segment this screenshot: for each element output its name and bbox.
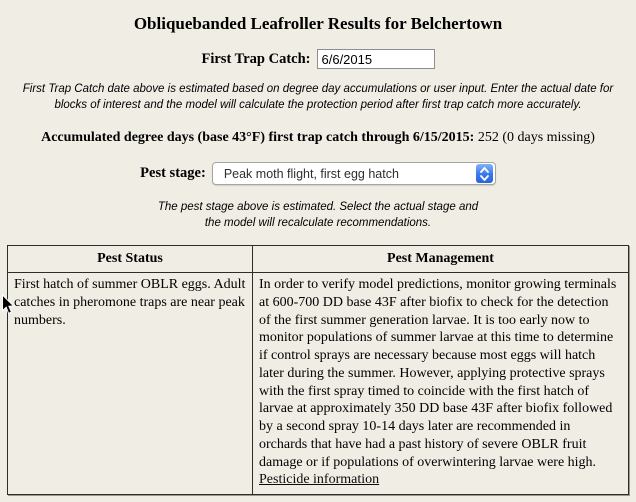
first-trap-catch-label: First Trap Catch: bbox=[201, 50, 311, 67]
select-stepper-icon[interactable] bbox=[476, 164, 493, 183]
page-title: Obliquebanded Leafroller Results for Belchertown bbox=[133, 14, 503, 33]
pest-stage-selected-option: Peak moth flight, first egg hatch bbox=[223, 166, 399, 181]
pest-stage-select[interactable] bbox=[212, 162, 496, 185]
degree-days-line bbox=[0, 130, 636, 146]
pest-stage-row bbox=[0, 162, 636, 185]
first-trap-catch-input[interactable] bbox=[317, 49, 435, 69]
pest-status-cell: First hatch of summer OBLR eggs. Adult catches in pheromone traps are near peak numbers. bbox=[8, 273, 253, 495]
first-trap-catch-row bbox=[0, 49, 636, 69]
pest-management-header: Pest Management bbox=[253, 246, 629, 273]
pest-stage-note: The pest stage above is estimated. Select the actual stage and the model will recalculate recommendations. bbox=[157, 201, 479, 229]
pest-stage-label: Pest stage: bbox=[140, 165, 206, 182]
pest-management-text: In order to verify model predictions, monitor growing terminals at 600-700 DD base 43F after biofix to check for the detection of the first summer generation larvae. It is too early now to monitor populations of summer larvae at this time to determine if control sprays are necessary because most eggs will hatch later during the summer. However, applying protective sprays with the first spray timed to coincide with the first hatch of larvae at approximately 350 DD base 43F after biofix followed by a second spray 10-14 days later are recommended in orchards that have had a past history of severe OBLR fruit damage or if populations of overwintering larvae were high. bbox=[259, 277, 617, 470]
degree-days-value: 252 (0 days missing) bbox=[477, 130, 595, 146]
pesticide-information-link[interactable]: Pesticide information bbox=[259, 472, 380, 488]
first-trap-note: First Trap Catch date above is estimated based on degree day accumulations or user input. Enter the actual date for blocks of interest and the model will calculate the protection period after first trap catch more accurately. bbox=[22, 83, 614, 111]
table-row bbox=[8, 273, 629, 495]
pest-management-cell bbox=[253, 273, 629, 495]
pest-status-header: Pest Status bbox=[8, 246, 253, 273]
degree-days-label: Accumulated degree days (base 43°F) first trap catch through 6/15/2015: bbox=[41, 130, 475, 146]
table-header-row bbox=[8, 246, 629, 273]
results-table bbox=[7, 245, 629, 495]
